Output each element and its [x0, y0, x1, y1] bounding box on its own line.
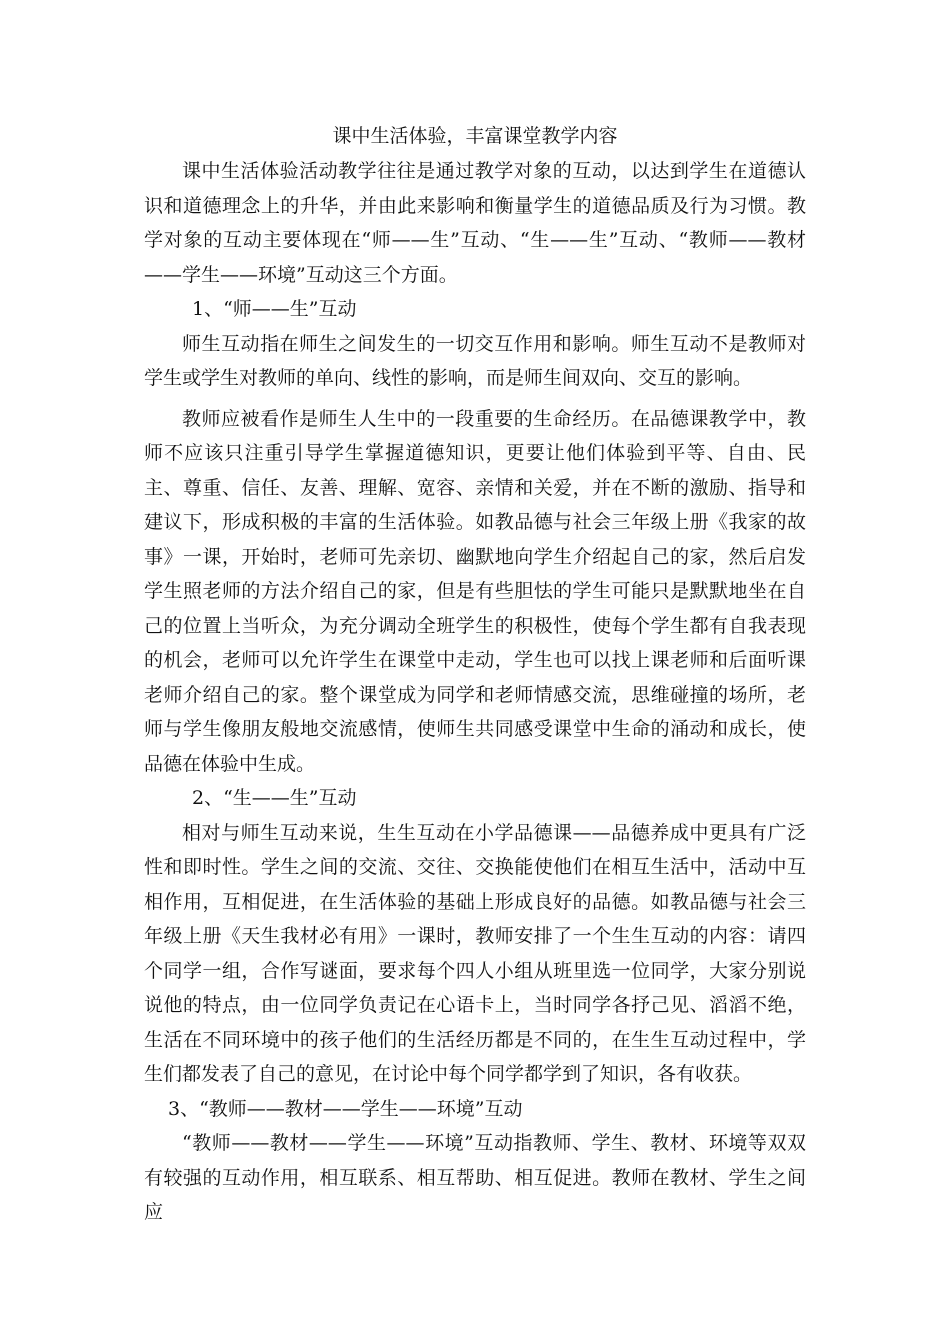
section-3-heading: 3、“教师——教材——学生——环境”互动	[168, 1097, 523, 1120]
section-2-heading: 2、“生——生”互动	[192, 787, 357, 809]
section-1-heading: 1、“师——生”互动	[192, 298, 357, 320]
section-1-paragraph-2: 教师应被看作是师生人生中的一段重要的生命经历。在品德课教学中，教师不应该只注重引导学生掌握道德知识，更要让他们体验到平等、自由、民主、尊重、信任、友善、理解、宽容、亲情和关爱，并在不断的激励、指导和建议下，形成积极的丰富的生活体验。如教品德与社会三年级上册《我家的故事》一课，开始时，老师可先亲切、幽默地向学生介绍起自己的家，然后启发学生照老师的方法介绍自己的家，但是有些胆怯的学生可能只是默默地坐在自己的位置上当听众，为充分调动全班学生的积极性，使每个学生都有自我表现的机会，老师可以允许学生在课堂中走动，学生也可以找上课老师和后面听课老师介绍自己的家。整个课堂成为同学和老师情感交流，思维碰撞的场所，老师与学生像朋友般地交流感情，使师生共同感受课堂中生命的涌动和成长，使品德在体验中生成。	[144, 407, 806, 775]
section-3-paragraph-1: “教师——教材——学生——环境”互动指教师、学生、教材、环境等双双有较强的互动作用，相互联系、相互帮助、相互促进。教师在教材、学生之间应	[144, 1132, 806, 1223]
document-title: 课中生活体验，丰富课堂教学内容	[332, 125, 618, 147]
section-1-paragraph-1: 师生互动指在师生之间发生的一切交互作用和影响。师生互动不是教师对学生或学生对教师的单向、线性的影响，而是师生间双向、交互的影响。	[144, 332, 806, 389]
document-body	[144, 122, 806, 1230]
intro-paragraph: 课中生活体验活动教学往往是通过教学对象的互动，以达到学生在道德认识和道德理念上的升华，并由此来影响和衡量学生的道德品质及行为习惯。教学对象的互动主要体现在“师——生”互动、“生——生”互动、“教师——教材——学生——环境”互动这三个方面。	[144, 160, 806, 286]
section-2-paragraph-1: 相对与师生互动来说，生生互动在小学品德课——品德养成中更具有广泛性和即时性。学生之间的交流、交往、交换能使他们在相互生活中，活动中互相作用，互相促进，在生活体验的基础上形成良好的品德。如教品德与社会三年级上册《天生我材必有用》一课时，教师安排了一个生生互动的内容：请四个同学一组，合作写谜面，要求每个四人小组从班里选一位同学，大家分别说说他的特点，由一位同学负责记在心语卡上，当时同学各抒己见、滔滔不绝，生活在不同环境中的孩子他们的生活经历都是不同的，在生生互动过程中，学生们都发表了自己的意见，在讨论中每个同学都学到了知识，各有收获。	[144, 821, 806, 1085]
